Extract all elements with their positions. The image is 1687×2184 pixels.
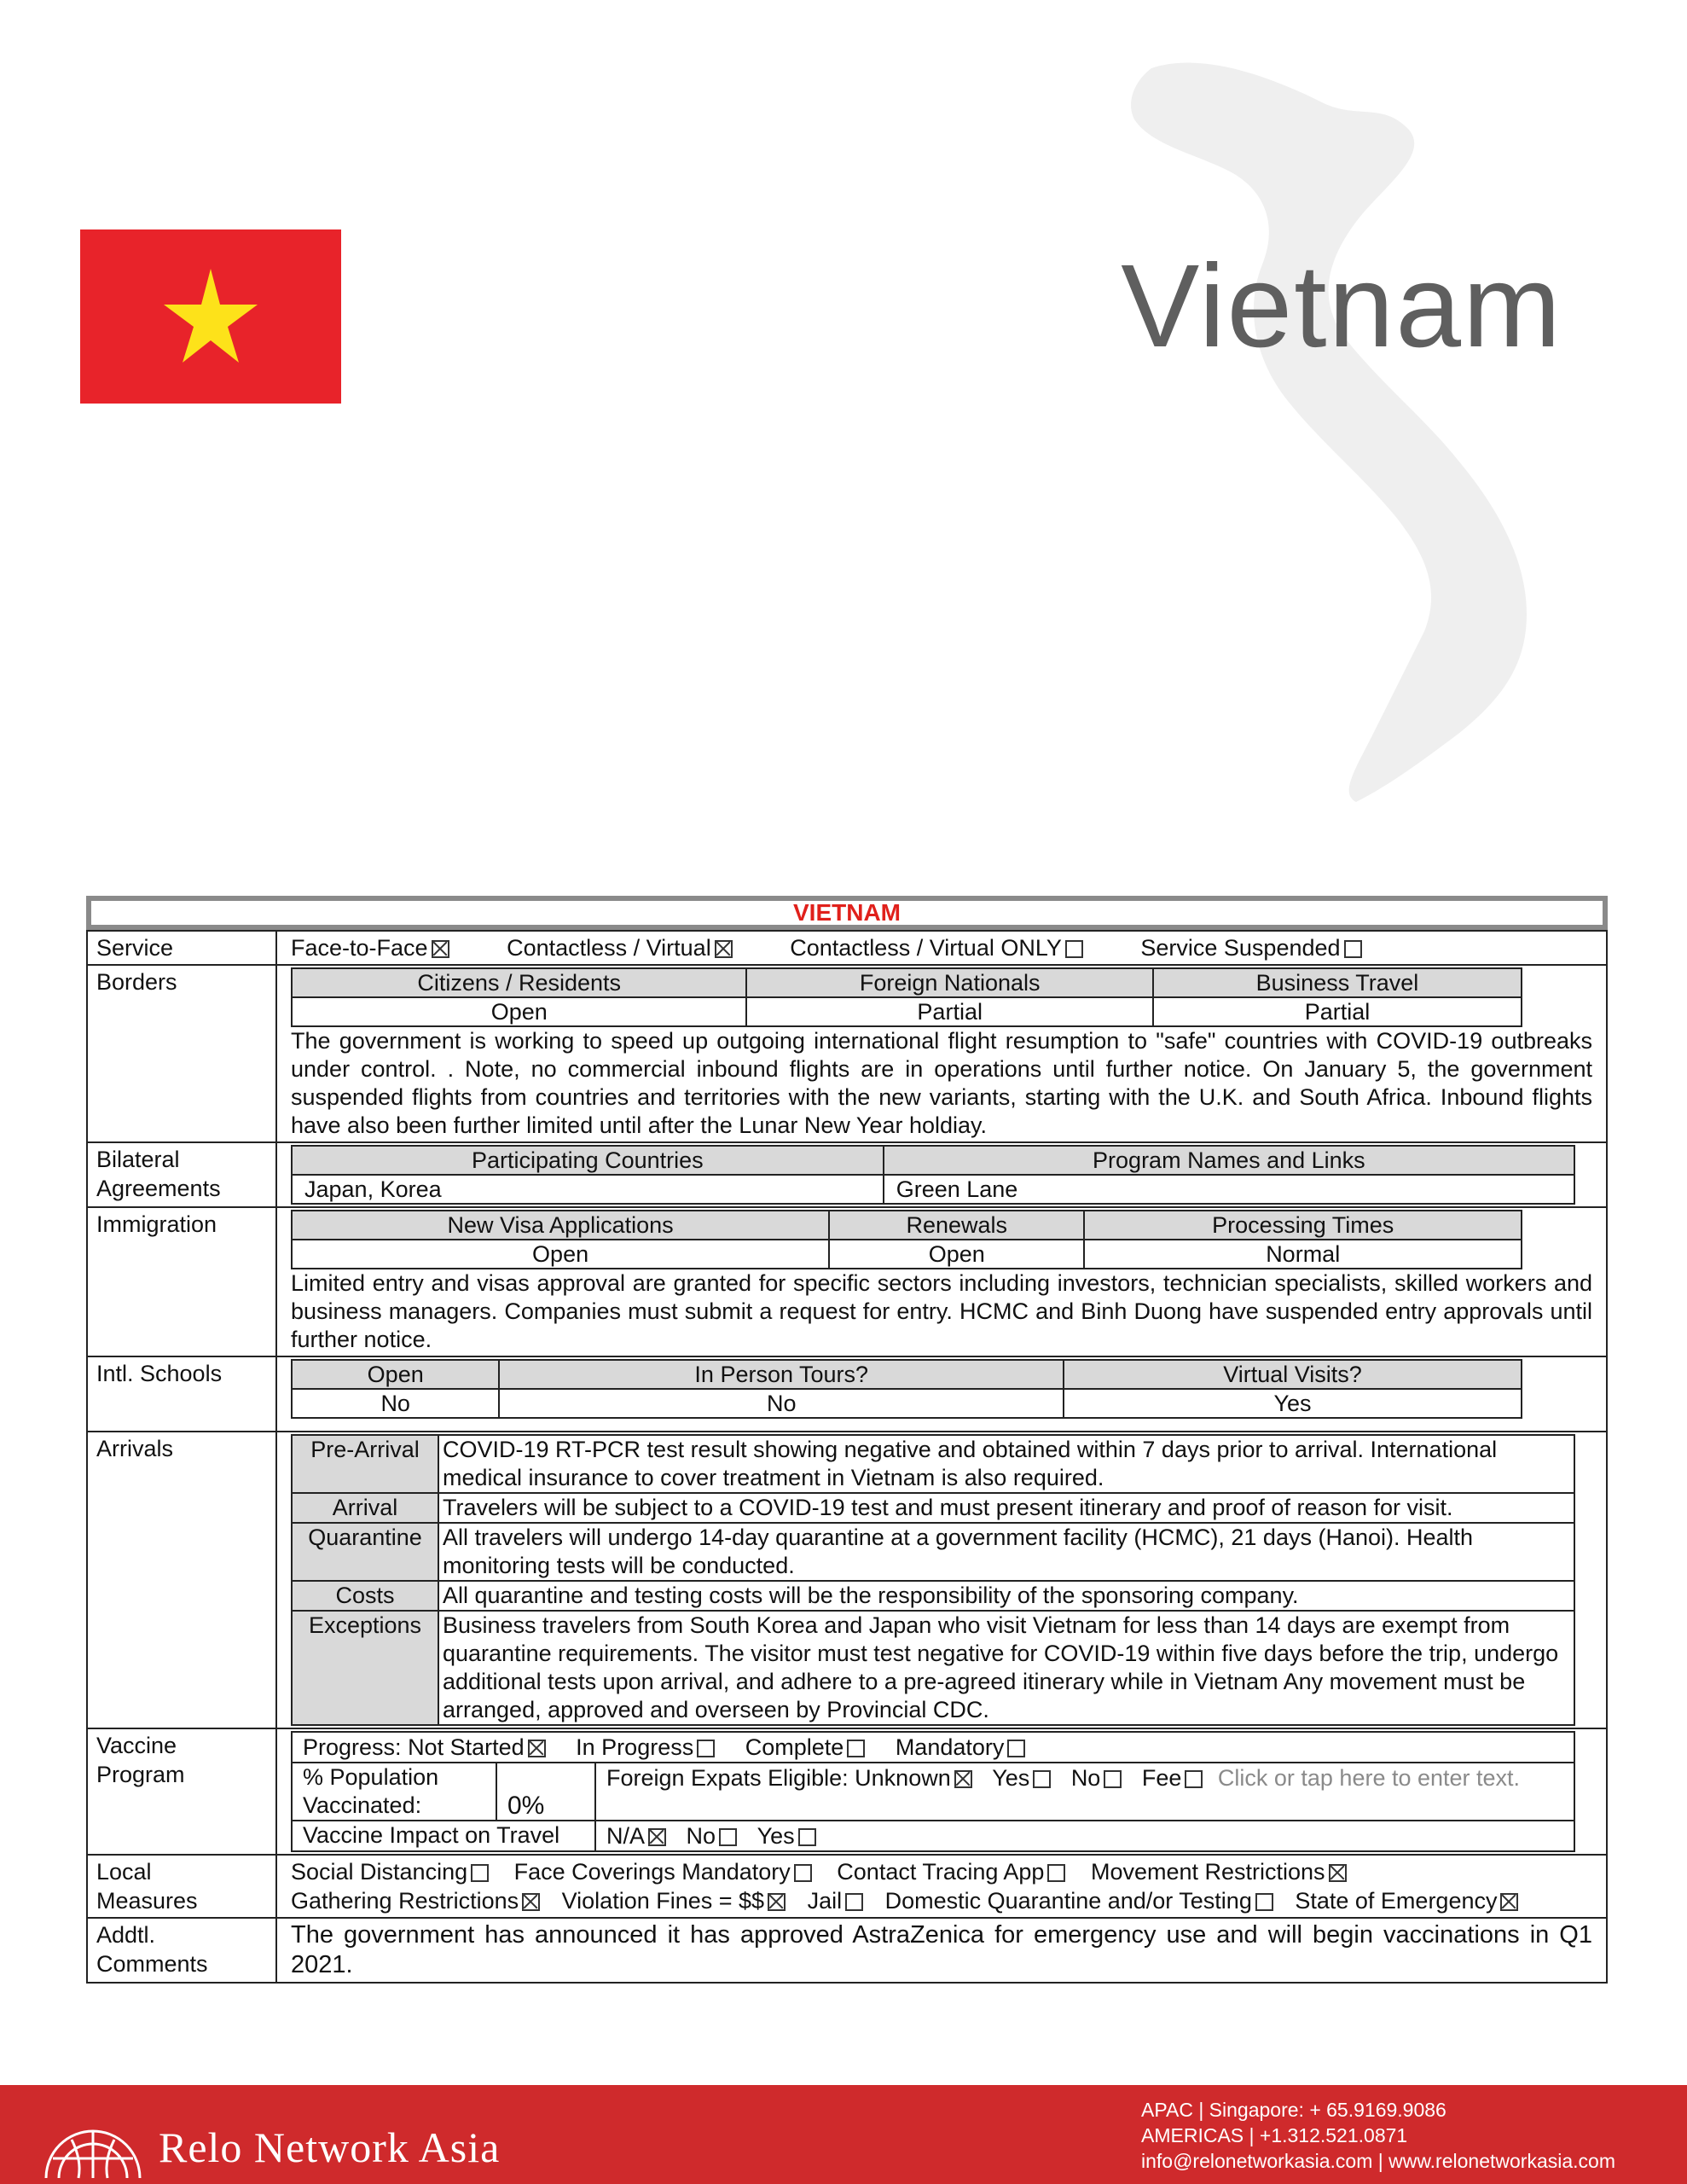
expats-eligibility: Foreign Expats Eligible: Unknown Yes No Fee Click or tap here to enter text.: [595, 1763, 1574, 1821]
service-row: [87, 931, 1607, 965]
contact-info: [1141, 2097, 1615, 2174]
schools-status-table: [291, 1359, 1522, 1419]
measure-option: Jail: [808, 1886, 864, 1915]
program-name: Green Lane: [884, 1175, 1574, 1204]
local-measures-content: [276, 1855, 1607, 1918]
footer: [0, 2085, 1687, 2184]
status-value: Yes: [1064, 1389, 1522, 1418]
country-banner: VIETNAM: [86, 896, 1608, 930]
checkbox-empty-icon[interactable]: [1255, 1893, 1273, 1911]
measure-option: State of Emergency: [1295, 1886, 1518, 1915]
checkbox-empty-icon[interactable]: [1065, 940, 1083, 958]
country-report: [86, 896, 1608, 1984]
measure-option: Social Distancing: [291, 1857, 489, 1886]
checkbox-empty-icon[interactable]: [1033, 1770, 1051, 1788]
checkbox-checked-icon[interactable]: [528, 1740, 546, 1757]
checkbox-empty-icon[interactable]: [845, 1893, 863, 1911]
contact-americas: AMERICAS | +1.312.521.0871: [1141, 2124, 1408, 2146]
measure-option: Contact Tracing App: [837, 1857, 1065, 1886]
arrival-key: Costs: [292, 1581, 438, 1611]
checkbox-checked-icon[interactable]: [648, 1828, 666, 1846]
impact-options: [595, 1821, 1574, 1851]
vietnam-map-silhouette: [1100, 51, 1612, 819]
service-option: Contactless / Virtual ONLY: [790, 933, 1083, 962]
status-value: Open: [292, 997, 746, 1026]
column-header: Citizens / Residents: [292, 968, 746, 997]
checkbox-checked-icon[interactable]: [1329, 1864, 1347, 1882]
population-value: 0%: [496, 1763, 595, 1821]
status-value: Open: [829, 1240, 1084, 1269]
comments-row: [87, 1918, 1607, 1983]
checkbox-empty-icon[interactable]: [697, 1740, 715, 1757]
checkbox-empty-icon[interactable]: [1185, 1770, 1203, 1788]
progress-option: In Progress: [576, 1733, 715, 1762]
column-header: New Visa Applications: [292, 1211, 829, 1240]
service-option: Service Suspended: [1140, 933, 1361, 962]
impact-option: No: [687, 1821, 738, 1850]
measure-option: Domestic Quarantine and/or Testing: [885, 1886, 1273, 1915]
borders-label: Borders: [87, 965, 276, 1142]
checkbox-checked-icon[interactable]: [954, 1770, 972, 1788]
column-header: In Person Tours?: [499, 1360, 1064, 1389]
local-measures-line-2: [291, 1886, 1592, 1915]
checkbox-empty-icon[interactable]: [847, 1740, 865, 1757]
schools-row: [87, 1356, 1607, 1432]
expats-text-field[interactable]: Click or tap here to enter text.: [1217, 1765, 1521, 1791]
arrival-value: All travelers will undergo 14-day quarantine at a government facility (HCMC), 21 days (Hanoi). Health monitoring tests will be conducted.: [438, 1523, 1574, 1581]
impact-label: Vaccine Impact on Travel: [292, 1821, 595, 1851]
arrival-key: Exceptions: [292, 1611, 438, 1725]
column-header: Program Names and Links: [884, 1146, 1574, 1175]
checkbox-empty-icon[interactable]: [794, 1864, 812, 1882]
population-label: % Population Vaccinated:: [292, 1763, 496, 1821]
immigration-content: [276, 1207, 1607, 1356]
column-header: Open: [292, 1360, 499, 1389]
schools-content: [276, 1356, 1607, 1432]
bilateral-table: [291, 1145, 1575, 1205]
measure-option: Gathering Restrictions: [291, 1886, 540, 1915]
status-value: Normal: [1084, 1240, 1522, 1269]
progress-option: Mandatory: [896, 1733, 1026, 1762]
progress-option: Not Started: [408, 1733, 546, 1762]
local-measures-line-1: [291, 1857, 1592, 1886]
service-label: Service: [87, 931, 276, 965]
checkbox-empty-icon[interactable]: [719, 1828, 737, 1846]
service-option: Face-to-Face: [291, 933, 449, 962]
local-measures-row: [87, 1855, 1607, 1918]
arrival-value: Travelers will be subject to a COVID-19 test and must present itinerary and proof of reason for visit.: [438, 1493, 1574, 1523]
report-table: [86, 930, 1608, 1984]
comments-content: [276, 1918, 1607, 1983]
local-measures-label: Local Measures: [87, 1855, 276, 1918]
arrivals-label: Arrivals: [87, 1432, 276, 1728]
status-value: No: [292, 1389, 499, 1418]
progress-option: Complete: [745, 1733, 866, 1762]
borders-status-table: [291, 967, 1522, 1027]
globe-logo-icon: [38, 2097, 148, 2182]
column-header: Renewals: [829, 1211, 1084, 1240]
contact-email-web[interactable]: info@relonetworkasia.com | www.relonetworkasia.com: [1141, 2150, 1615, 2172]
page-title: Vietnam: [1121, 241, 1562, 372]
immigration-text: Limited entry and visas approval are granted for specific sectors including investors, technician specialists, skilled workers and business managers. Companies must submit a request for entry. HCMC and Binh Duong have suspended entry approvals until further notice.: [291, 1270, 1592, 1352]
bilateral-label: Bilateral Agreements: [87, 1142, 276, 1207]
column-header: Processing Times: [1084, 1211, 1522, 1240]
checkbox-empty-icon[interactable]: [471, 1864, 489, 1882]
borders-content: [276, 965, 1607, 1142]
participating-countries: Japan, Korea: [292, 1175, 884, 1204]
column-header: Foreign Nationals: [746, 968, 1152, 997]
service-option: Contactless / Virtual: [507, 933, 733, 962]
arrival-value: All quarantine and testing costs will be the responsibility of the sponsoring company.: [438, 1581, 1574, 1611]
checkbox-empty-icon[interactable]: [798, 1828, 816, 1846]
arrival-key: Arrival: [292, 1493, 438, 1523]
expats-option: Yes: [992, 1763, 1051, 1792]
expats-option: Unknown: [855, 1763, 972, 1792]
vaccine-table: [291, 1731, 1575, 1852]
column-header: Participating Countries: [292, 1146, 884, 1175]
comments-text: The government has announced it has approved AstraZenica for emergency use and will begin vaccinations in Q1 2021.: [291, 1921, 1592, 1978]
checkbox-empty-icon[interactable]: [1104, 1770, 1122, 1788]
schools-label: Intl. Schools: [87, 1356, 276, 1432]
immigration-status-table: [291, 1210, 1522, 1269]
vietnam-flag: [80, 229, 341, 404]
checkbox-checked-icon[interactable]: [715, 940, 733, 958]
brand-name: Relo Network Asia: [159, 2123, 501, 2171]
bilateral-row: [87, 1142, 1607, 1207]
bilateral-content: [276, 1142, 1607, 1207]
arrivals-row: [87, 1432, 1607, 1728]
measure-option: Violation Fines = $$: [562, 1886, 786, 1915]
immigration-label: Immigration: [87, 1207, 276, 1356]
status-value: Partial: [746, 997, 1152, 1026]
checkbox-empty-icon[interactable]: [1344, 940, 1362, 958]
arrival-key: Quarantine: [292, 1523, 438, 1581]
arrivals-content: [276, 1432, 1607, 1728]
arrival-value: Business travelers from South Korea and Japan who visit Vietnam for less than 14 days are exempt from quarantine requirements. The visitor must test negative for COVID-19 within five days before the trip, undergo additional tests upon arrival, and adhere to a pre-agreed itinerary while in Vietnam Any movement must be arranged, approved and overseen by Provincial CDC.: [438, 1611, 1574, 1725]
borders-row: [87, 965, 1607, 1142]
impact-option: N/A: [606, 1821, 666, 1850]
column-header: Business Travel: [1153, 968, 1522, 997]
measure-option: Face Coverings Mandatory: [514, 1857, 812, 1886]
immigration-row: [87, 1207, 1607, 1356]
column-header: Virtual Visits?: [1064, 1360, 1522, 1389]
measure-option: Movement Restrictions: [1091, 1857, 1347, 1886]
flag-star-icon: [80, 229, 341, 404]
vaccine-progress: Progress: Not Started In Progress Complete Mandatory: [292, 1732, 1574, 1763]
service-options: [276, 931, 1607, 965]
checkbox-empty-icon[interactable]: [1007, 1740, 1025, 1757]
status-value: Open: [292, 1240, 829, 1269]
vaccine-content: [276, 1728, 1607, 1855]
expats-option: No: [1071, 1763, 1122, 1792]
arrivals-table: [291, 1434, 1575, 1726]
status-value: No: [499, 1389, 1064, 1418]
arrival-value: COVID-19 RT-PCR test result showing negative and obtained within 7 days prior to arrival. International medical insurance to cover treatment in Vietnam is also required.: [438, 1435, 1574, 1493]
borders-text: The government is working to speed up outgoing international flight resumption to "safe" countries with COVID-19 outbreaks under control. . Note, no commercial inbound flights are in operations until further notice. On January 5, the government suspended flights from countries and territories with the new variants, starting with the U.K. and South Africa. Inbound flights have also been further limited until after the Lunar New Year holdiay.: [291, 1028, 1592, 1138]
checkbox-checked-icon[interactable]: [768, 1893, 786, 1911]
contact-apac: APAC | Singapore: + 65.9169.9086: [1141, 2099, 1446, 2121]
impact-option: Yes: [757, 1821, 816, 1850]
arrival-key: Pre-Arrival: [292, 1435, 438, 1493]
expats-option: Fee: [1142, 1763, 1203, 1792]
checkbox-checked-icon[interactable]: [522, 1893, 540, 1911]
checkbox-checked-icon[interactable]: [432, 940, 449, 958]
checkbox-checked-icon[interactable]: [1500, 1893, 1518, 1911]
vaccine-label: Vaccine Program: [87, 1728, 276, 1855]
vaccine-row: [87, 1728, 1607, 1855]
comments-label: Addtl. Comments: [87, 1918, 276, 1983]
checkbox-empty-icon[interactable]: [1047, 1864, 1065, 1882]
status-value: Partial: [1153, 997, 1522, 1026]
